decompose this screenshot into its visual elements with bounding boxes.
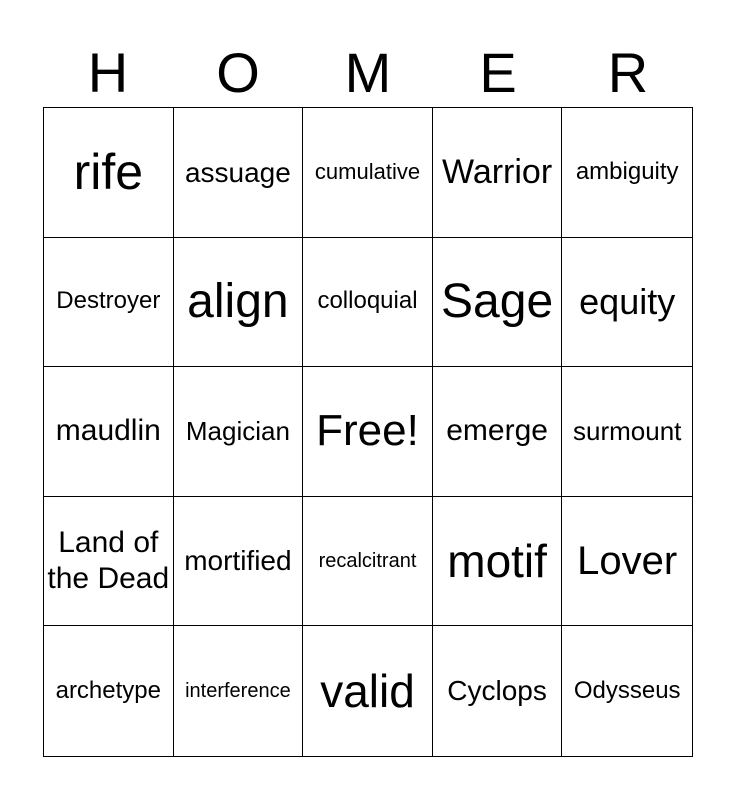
- bingo-cell[interactable]: align: [174, 238, 304, 368]
- header-letter-h: H: [87, 41, 129, 104]
- bingo-cell[interactable]: Warrior: [433, 108, 563, 238]
- bingo-cell[interactable]: surmount: [562, 367, 692, 497]
- bingo-cell[interactable]: colloquial: [303, 238, 433, 368]
- bingo-cell[interactable]: mortified: [174, 497, 304, 627]
- bingo-cell[interactable]: archetype: [44, 626, 174, 756]
- bingo-cell[interactable]: motif: [433, 497, 563, 627]
- bingo-header: [43, 40, 693, 106]
- bingo-cell[interactable]: assuage: [174, 108, 304, 238]
- bingo-cell[interactable]: Destroyer: [44, 238, 174, 368]
- bingo-cell[interactable]: valid: [303, 626, 433, 756]
- bingo-cell[interactable]: emerge: [433, 367, 563, 497]
- bingo-cell[interactable]: maudlin: [44, 367, 174, 497]
- bingo-free-space[interactable]: Free!: [303, 367, 433, 497]
- bingo-cell[interactable]: Magician: [174, 367, 304, 497]
- bingo-cell[interactable]: Sage: [433, 238, 563, 368]
- header-letter-m: M: [344, 41, 392, 104]
- bingo-cell[interactable]: cumulative: [303, 108, 433, 238]
- header-letter-o: O: [216, 41, 260, 104]
- bingo-cell[interactable]: recalcitrant: [303, 497, 433, 627]
- bingo-cell[interactable]: Land of the Dead: [44, 497, 174, 627]
- header-letter-e: E: [479, 41, 517, 104]
- bingo-cell[interactable]: rife: [44, 108, 174, 238]
- bingo-cell[interactable]: Odysseus: [573, 676, 681, 704]
- bingo-cell[interactable]: ambiguity: [562, 108, 692, 238]
- bingo-cell[interactable]: Lover: [562, 497, 692, 627]
- bingo-cell[interactable]: interference: [174, 626, 304, 756]
- bingo-cell[interactable]: equity: [562, 238, 692, 368]
- bingo-board: [43, 107, 693, 757]
- bingo-cell[interactable]: Cyclops: [433, 626, 563, 756]
- header-letter-r: R: [607, 41, 649, 104]
